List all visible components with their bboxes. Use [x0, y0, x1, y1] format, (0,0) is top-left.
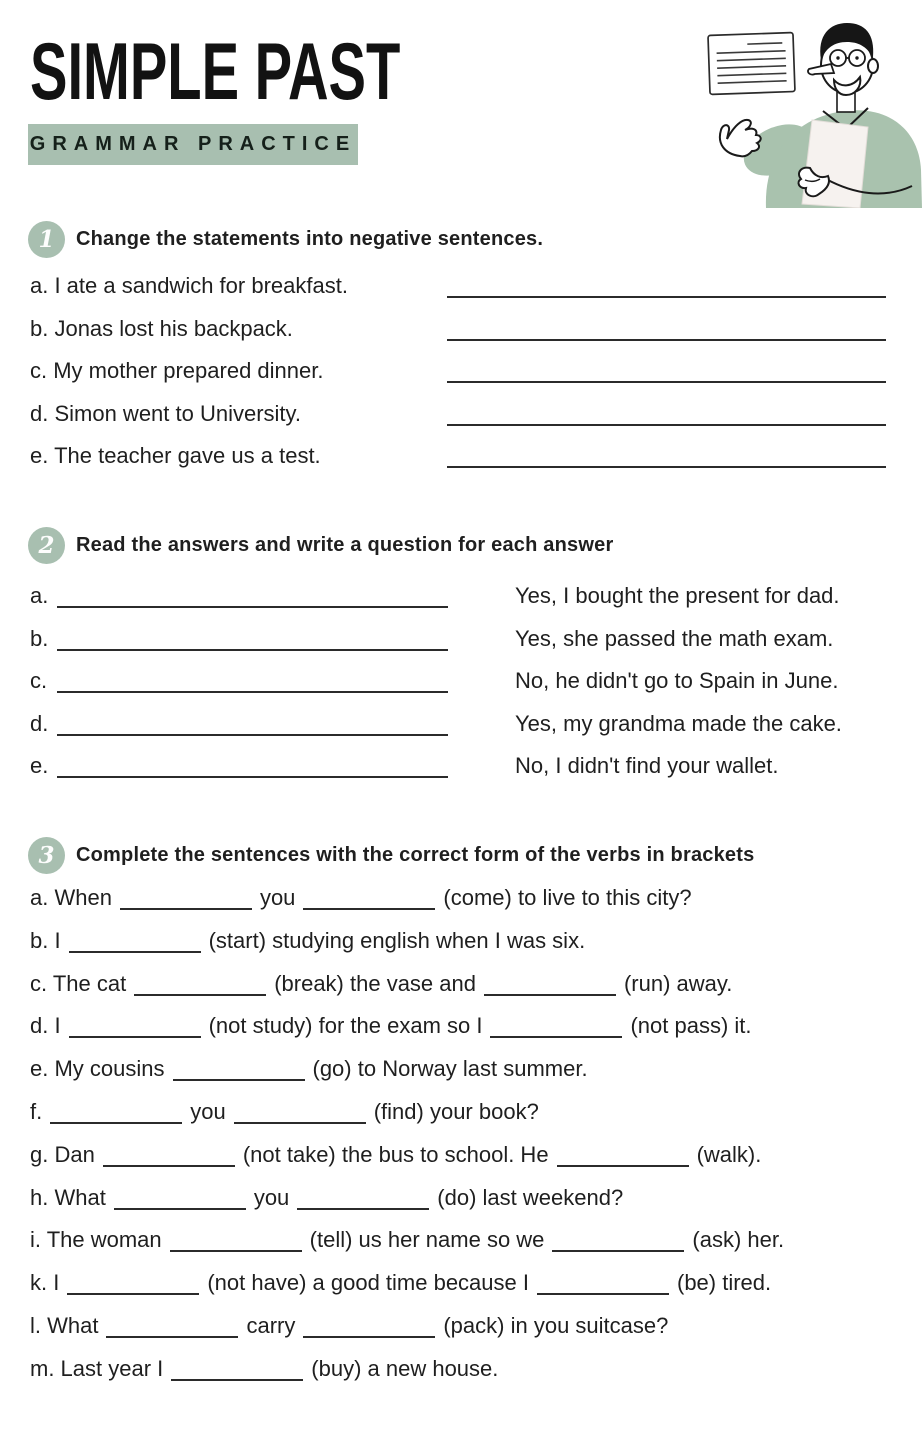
section-write-questions — [28, 526, 886, 789]
whiteboard — [708, 33, 795, 95]
item-text: (break) the vase and — [274, 970, 476, 996]
item-text: f. — [30, 1098, 43, 1124]
verb-blank[interactable] — [69, 1036, 201, 1038]
item-text: a. When — [30, 885, 112, 910]
item-text: you — [253, 1184, 290, 1210]
verb-blank[interactable] — [552, 1250, 684, 1252]
verb-blank[interactable] — [106, 1336, 238, 1338]
item-text: you — [259, 885, 296, 910]
item-letter: b. — [30, 625, 49, 651]
verb-blank[interactable] — [67, 1293, 199, 1295]
exercise-row — [28, 1349, 886, 1392]
section-header — [28, 526, 886, 564]
exercise-row — [28, 878, 886, 921]
exercise-row — [28, 964, 886, 1007]
section-heading: Read the answers and write a question for each answer — [76, 533, 614, 556]
section-number-badge: 1 — [28, 221, 65, 258]
item-text: (not pass) it. — [630, 1013, 752, 1039]
answer-text: Yes, she passed the math exam. — [515, 625, 834, 651]
subtitle-banner: GRAMMAR PRACTICE — [28, 124, 358, 165]
verb-blank[interactable] — [50, 1122, 182, 1124]
exercise-row — [28, 576, 886, 619]
verb-blank[interactable] — [171, 1379, 303, 1381]
exercise-row — [28, 1006, 886, 1049]
item-text: d. I — [30, 1013, 61, 1039]
section-header — [28, 220, 886, 258]
statement-text: d. Simon went to University. — [30, 400, 302, 426]
verb-blank[interactable] — [484, 994, 616, 996]
statement-text: b. Jonas lost his backpack. — [30, 315, 293, 341]
section-negative-sentences — [28, 220, 886, 479]
verb-blank[interactable] — [557, 1165, 689, 1167]
verb-blank[interactable] — [170, 1250, 302, 1252]
item-text: (find) your book? — [373, 1098, 539, 1124]
exercise-row — [28, 1135, 886, 1178]
verb-blank[interactable] — [114, 1208, 246, 1210]
answer-blank[interactable] — [447, 296, 886, 298]
verb-blank[interactable] — [120, 908, 252, 910]
exercise-row — [28, 1092, 886, 1135]
item-text: (be) tired. — [677, 1270, 772, 1296]
item-text: (not take) the bus to school. He — [242, 1141, 549, 1167]
exercise-row — [28, 351, 886, 394]
item-text: l. What — [30, 1312, 99, 1338]
item-text: g. Dan — [30, 1141, 95, 1167]
answer-blank[interactable] — [447, 381, 886, 383]
question-blank[interactable] — [57, 691, 448, 693]
verb-blank[interactable] — [303, 908, 435, 910]
exercise-row — [28, 309, 886, 352]
section-header — [28, 836, 886, 874]
verb-blank[interactable] — [69, 951, 201, 953]
answer-blank[interactable] — [447, 339, 886, 341]
item-letter: d. — [30, 710, 49, 736]
item-text: i. The woman — [30, 1227, 162, 1253]
question-blank[interactable] — [57, 776, 448, 778]
statement-text: e. The teacher gave us a test. — [30, 443, 321, 468]
item-text: (go) to Norway last summer. — [312, 1056, 588, 1082]
section-heading: Change the statements into negative sentences. — [76, 227, 544, 250]
section-number-badge: 3 — [28, 837, 65, 874]
item-text: (start) studying english when I was six. — [208, 927, 586, 953]
item-text: (ask) her. — [692, 1227, 785, 1253]
statement-text: a. I ate a sandwich for breakfast. — [30, 273, 348, 298]
answer-blank[interactable] — [447, 466, 886, 468]
verb-blank[interactable] — [103, 1165, 235, 1167]
statement-text: c. My mother prepared dinner. — [30, 358, 324, 383]
section-body — [28, 878, 886, 1392]
item-text: you — [190, 1098, 226, 1124]
verb-blank[interactable] — [537, 1293, 669, 1295]
exercise-row — [28, 1049, 886, 1092]
answer-text: Yes, I bought the present for dad. — [515, 583, 840, 608]
section-heading: Complete the sentences with the correct form of the verbs in brackets — [76, 843, 755, 866]
item-text: e. My cousins — [30, 1056, 165, 1082]
item-text: (pack) in you suitcase? — [443, 1312, 669, 1338]
item-text: h. What — [30, 1184, 106, 1210]
item-text: c. The cat — [30, 970, 127, 996]
item-letter: a. — [30, 583, 49, 608]
exercise-row — [28, 436, 886, 479]
item-text: b. I — [30, 927, 61, 953]
section-body — [28, 266, 886, 479]
item-text: carry — [246, 1312, 296, 1338]
item-text: (tell) us her name so we — [309, 1227, 545, 1253]
exercise-row — [28, 266, 886, 309]
exercise-row — [28, 661, 886, 704]
page-title: SIMPLE PAST — [30, 25, 401, 117]
section-number-badge: 2 — [28, 527, 65, 564]
exercise-row — [28, 746, 886, 789]
answer-text: Yes, my grandma made the cake. — [515, 710, 842, 736]
verb-blank[interactable] — [173, 1079, 305, 1081]
exercise-row — [28, 1178, 886, 1221]
question-blank[interactable] — [57, 606, 448, 608]
exercise-row — [28, 1220, 886, 1263]
verb-blank[interactable] — [490, 1036, 622, 1038]
question-blank[interactable] — [57, 649, 448, 651]
teacher-illustration — [660, 8, 922, 208]
item-text: (come) to live to this city? — [443, 885, 692, 910]
item-text: (run) away. — [623, 970, 733, 996]
item-text: (do) last weekend? — [437, 1184, 624, 1210]
item-text: k. I — [30, 1270, 60, 1296]
item-text: (not have) a good time because I — [207, 1270, 529, 1296]
item-text: (not study) for the exam so I — [208, 1013, 483, 1039]
exercise-row — [28, 1263, 886, 1306]
item-text: (walk). — [696, 1141, 762, 1167]
verb-blank[interactable] — [134, 994, 266, 996]
answer-text: No, he didn't go to Spain in June. — [515, 668, 839, 693]
exercise-row — [28, 394, 886, 437]
item-text: (buy) a new house. — [311, 1355, 499, 1381]
exercise-row — [28, 1306, 886, 1349]
question-blank[interactable] — [57, 734, 448, 736]
section-complete-sentences — [28, 836, 886, 1392]
exercise-row — [28, 921, 886, 964]
verb-blank[interactable] — [234, 1122, 366, 1124]
verb-blank[interactable] — [297, 1208, 429, 1210]
item-letter: e. — [30, 753, 49, 778]
exercise-row — [28, 704, 886, 747]
item-letter: c. — [30, 668, 48, 693]
answer-blank[interactable] — [447, 424, 886, 426]
answer-text: No, I didn't find your wallet. — [515, 753, 779, 778]
verb-blank[interactable] — [303, 1336, 435, 1338]
exercise-row — [28, 619, 886, 662]
item-text: m. Last year I — [30, 1355, 164, 1381]
section-body — [28, 576, 886, 789]
